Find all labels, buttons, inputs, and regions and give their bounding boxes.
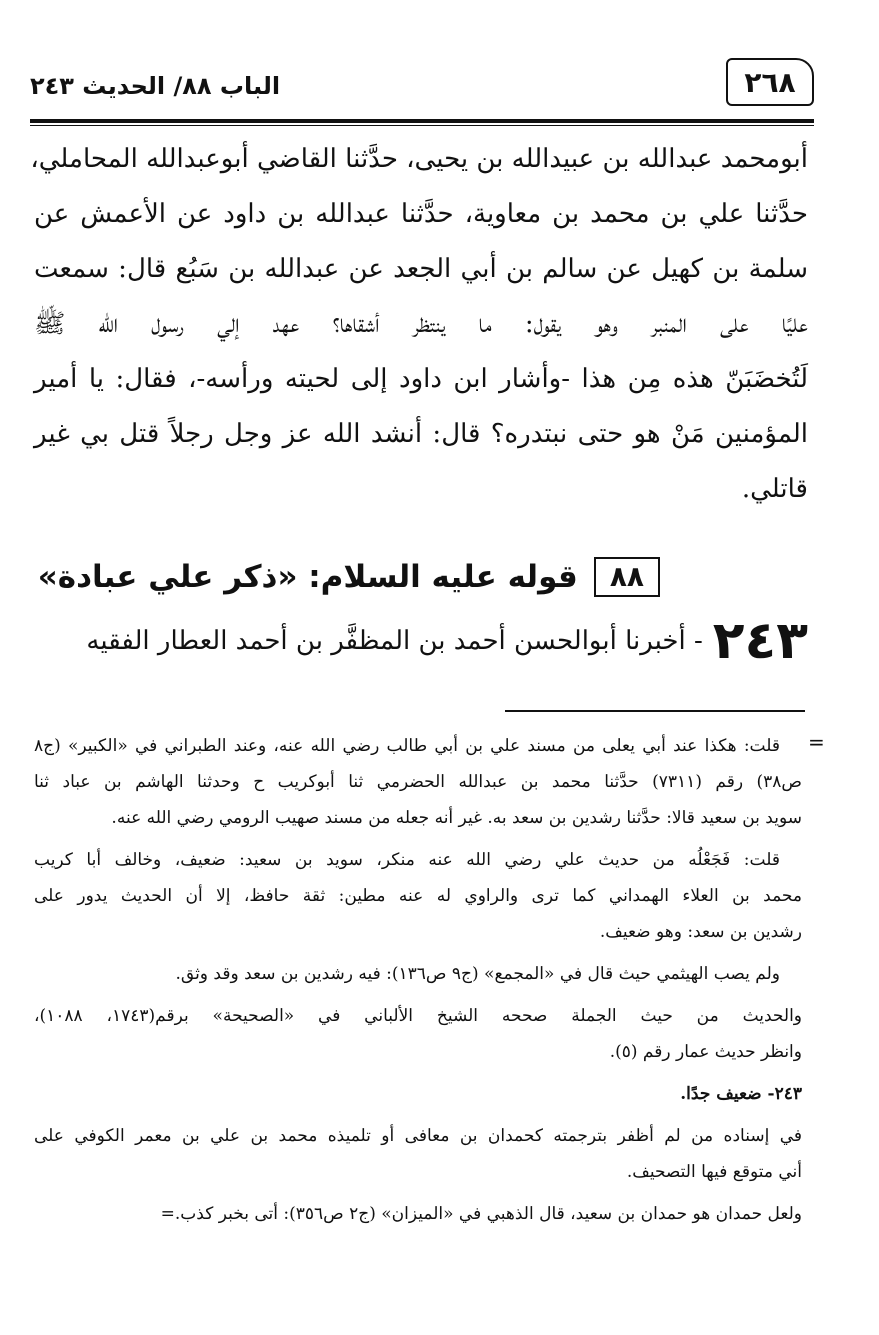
text-line: سلمة بن كهيل عن سالم بن أبي الجعد عن عبدالله بن سَبُع قال: سمعت xyxy=(34,254,808,284)
header-rule-thin xyxy=(30,125,814,126)
text-line: قاتلي. xyxy=(741,474,808,504)
hadith-number: ٢٤٣ xyxy=(712,611,808,671)
text-line: حدَّثنا علي بن محمد بن معاوية، حدَّثنا عبدالله بن داود عن الأعمش عن xyxy=(34,199,808,229)
footnote-line: سويد بن سعيد قالا: حدَّثنا رشدين بن سعد به. غير أنه جعله من مسند صهيب الرومي رضي الله عنه. xyxy=(111,808,802,828)
footnotes xyxy=(34,728,802,1238)
footnote-line: ص٣٨) رقم (٧٣١١) حدَّثنا محمد بن عبدالله الحضرمي ثنا أبوكريب ح وحدثنا الهاشم بن عباد ثنا xyxy=(34,772,802,792)
footnote-grade-label: ٢٤٣- ضعيف جدًا. xyxy=(680,1084,802,1104)
footnote-line: أني متوقع فيها التصحيف. xyxy=(626,1162,802,1182)
text-line: أبومحمد عبدالله بن عبيدالله بن يحيى، حدَّثنا القاضي أبوعبدالله المحاملي، xyxy=(30,144,808,174)
footnote-line: رشدين بن سعد: وهو ضعيف. xyxy=(599,922,802,942)
running-title: الباب ٨٨/ الحديث ٢٤٣ xyxy=(30,72,281,100)
footnote-line: في إسناده من لم أظفر بترجمته كحمدان بن معافى أو تلميذه محمد بن علي بن معمر الكوفي على xyxy=(34,1126,802,1146)
main-text xyxy=(30,132,808,517)
text-line: عليًا على المنبر وهو يقول: ما ينتظر أشقاها؟ عهد إلي رسول الله ﷺ xyxy=(34,309,808,339)
text-line: المؤمنين مَنْ هو حتى نبتدره؟ قال: أنشد الله عز وجل رجلاً قتل بي غير xyxy=(34,419,808,449)
footnote-line: وانظر حديث عمار رقم (٥). xyxy=(609,1042,802,1062)
hadith-text: - أخبرنا أبوالحسن أحمد بن المظفَّر بن أحمد العطار الفقيه xyxy=(86,626,703,656)
footnote-paragraph xyxy=(34,1196,802,1232)
hadith-opening xyxy=(34,606,808,676)
chapter-title: قوله عليه السلام: «ذكر علي عبادة» xyxy=(37,559,578,595)
footnote-line: والحديث من حيث الجملة صححه الشيخ الألباني في «الصحيحة» برقم(١٧٤٣، ١٠٨٨)، xyxy=(34,1006,802,1026)
header-rule xyxy=(30,119,814,123)
footnote-continuation-mark: = xyxy=(808,730,825,754)
footnote-line: ولم يصب الهيثمي حيث قال في «المجمع» (ج٩ ص١٣٦): فيه رشدين بن سعد وقد وثق. xyxy=(175,964,780,984)
footnote-separator xyxy=(505,710,805,712)
footnote-line: قلت: هكذا عند أبي يعلى من مسند علي بن أبي طالب رضي الله عنه، وعند الطبراني في «الكبير» (ج٨ xyxy=(34,736,780,756)
footnote-paragraph xyxy=(34,842,802,950)
footnote-line: محمد بن العلاء الهمداني كما ترى والراوي له عنه مطين: ثقة حافظ، إلا أن الحديث يدور على xyxy=(34,886,802,906)
footnote-paragraph xyxy=(34,1118,802,1190)
footnote-line: ولعل حمدان هو حمدان بن سعيد، قال الذهبي في «الميزان» (ج٢ ص٣٥٦): أتى بخبر كذب.= xyxy=(160,1204,802,1224)
text-line: لَتُخضَبَنّ هذه مِن هذا -وأشار ابن داود إلى لحيته ورأسه-، فقال: يا أمير xyxy=(34,364,808,394)
footnote-line: قلت: فَجَعْلُه من حديث علي رضي الله عنه منكر، سويد بن سعيد: ضعيف، وخالف أبا كريب xyxy=(34,850,780,870)
footnote-paragraph xyxy=(34,728,802,836)
chapter-heading xyxy=(37,552,660,602)
page-header xyxy=(30,58,814,118)
page-number-text: ٢٦٨ xyxy=(744,65,796,99)
footnote-paragraph xyxy=(34,998,802,1070)
chapter-number: ٨٨ xyxy=(594,557,660,597)
page-number xyxy=(726,58,814,106)
footnote-hadith-grade xyxy=(34,1076,802,1112)
footnote-paragraph xyxy=(34,956,802,992)
